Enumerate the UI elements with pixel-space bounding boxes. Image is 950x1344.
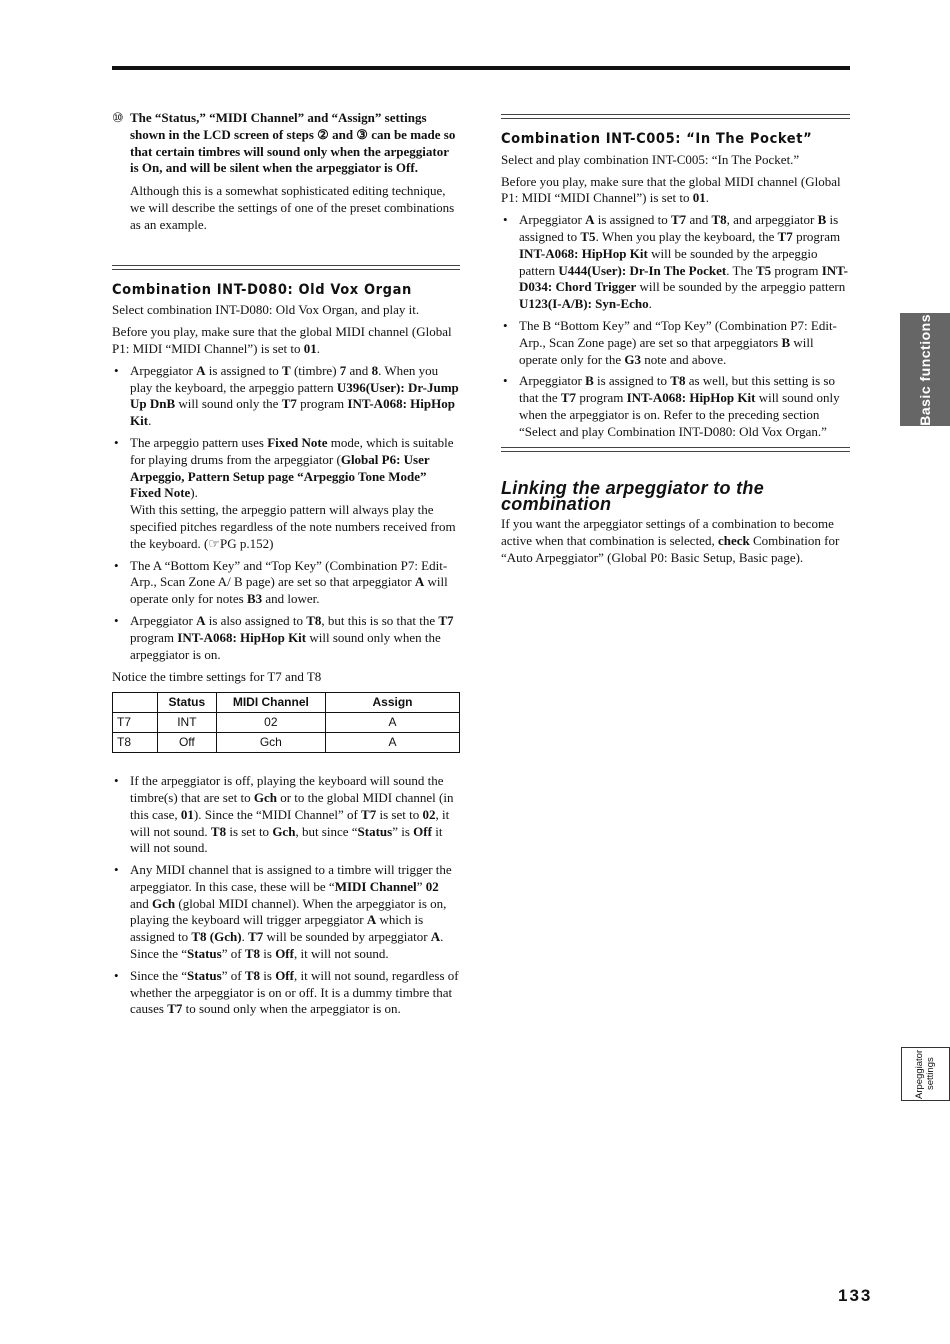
list-item: • The arpeggio pattern uses Fixed Note mode, which is suitable for playing drums from the arpeggiator (Global P6: User Arpeggio, Pattern Setup page “Arpeggio Tone Mode” Fixed Note). With this setting, the arpeggio pattern will always play the specified pitches regardless of the note numbers received from the keyboard. (☞PG p.152) <box>112 435 460 553</box>
bullet-list <box>501 212 850 440</box>
list-item: • The A “Bottom Key” and “Top Key” (Combination P7: Edit-Arp., Scan Zone A/ B page) are set so that arpeggiator A will operate only for notes B3 and lower. <box>112 558 460 608</box>
table-header: Assign <box>326 693 460 713</box>
section-title-d080: Combination INT-D080: Old Vox Organ <box>112 281 412 298</box>
arpeggiator-settings-tab[interactable] <box>901 1047 950 1101</box>
section-rule <box>112 265 460 270</box>
paragraph: Notice the timbre settings for T7 and T8 <box>112 669 322 685</box>
top-rule <box>112 66 850 70</box>
basic-functions-tab[interactable] <box>900 313 950 426</box>
page-number: 133 <box>838 1286 873 1305</box>
list-item: • Arpeggiator B is assigned to T8 as well, but this setting is so that the T7 program INT-A068: HipHop Kit will sound only when the arpeggiator is on. Refer to the preceding section “Select and play Combination INT-D080: Old Vox Organ.” <box>501 373 850 440</box>
list-item: • Arpeggiator A is also assigned to T8, but this is so that the T7 program INT-A068: HipHop Kit will sound only when the arpeggiator is on. <box>112 613 460 663</box>
section-title-c005: Combination INT-C005: “In The Pocket” <box>501 131 813 147</box>
paragraph: Select combination INT-D080: Old Vox Organ, and play it. <box>112 302 420 318</box>
step-10 <box>112 110 460 177</box>
table-header: MIDI Channel <box>216 693 325 713</box>
list-item: • Since the “Status” of T8 is Off, it will not sound, regardless of whether the arpeggiator is on or off. It is a dummy timbre that causes T7 to sound only when the arpeggiator is on. <box>112 968 460 1018</box>
list-item: • Arpeggiator A is assigned to T7 and T8, and arpeggiator B is assigned to T5. When you play the keyboard, the T7 program INT-A068: HipHop Kit will be sounded by the arpeggio pattern U444(User): Dr-In The Pocket. The T5 program INT-D034: Chord Trigger will be sounded by the arpeggio pattern U123(I-A/B): Syn-Echo. <box>501 212 850 313</box>
table-row: T7 INT 02 A <box>113 713 460 733</box>
paragraph: Select and play combination INT-C005: “In The Pocket.” <box>501 151 800 167</box>
step-number: ⑩ <box>112 110 124 125</box>
bullet-list <box>112 773 460 1018</box>
step-heading: The “Status,” “MIDI Channel” and “Assign” settings shown in the LCD screen of steps ② and ③ can be made so that certain timbres will sound only when the arpeggiator is On, and will be silent when the arpeggiator is Off. <box>130 110 456 176</box>
table-row: T8 Off Gch A <box>113 733 460 753</box>
step-body: Although this is a somewhat sophisticated editing technique, we will describe the settings of one of the preset combinations as an example. <box>130 183 455 232</box>
table-header-row <box>113 693 460 713</box>
small-tab-label: Arpeggiator settings <box>913 1049 936 1099</box>
paragraph: If you want the arpeggiator settings of a combination to become active when that combination is selected, check Combination for “Auto Arpeggiator” (Global P0: Basic Setup, Basic page). <box>501 516 840 565</box>
table-header: Status <box>158 693 217 713</box>
list-item: • Arpeggiator A is assigned to T (timbre) 7 and 8. When you play the keyboard, the arpeggio pattern U396(User): Dr-Jump Up DnB will sound only the T7 program INT-A068: HipHop Kit. <box>112 363 460 430</box>
table-header <box>113 693 158 713</box>
tab-label: Basic functions <box>917 313 933 426</box>
bullet-list <box>112 363 460 664</box>
right-column <box>501 114 850 572</box>
left-column <box>112 110 460 1024</box>
list-item: • Any MIDI channel that is assigned to a timbre will trigger the arpeggiator. In this case, these will be “MIDI Channel” 02 and Gch (global MIDI channel). When the arpeggiator is on, playing the keyboard will trigger arpeggiator A which is assigned to T8 (Gch). T7 will be sounded by arpeggiator A. Since the “Status” of T8 is Off, it will not sound. <box>112 862 460 963</box>
section-rule <box>501 114 850 119</box>
paragraph: Before you play, make sure that the global MIDI channel (Global P1: MIDI “MIDI Channel”) is set to 01. <box>501 173 841 206</box>
section-title-linking: Linking the arpeggiator to the combination <box>501 477 765 515</box>
list-item: • If the arpeggiator is off, playing the keyboard will sound the timbre(s) that are set to Gch or to the global MIDI channel (in this case, 01). Since the “MIDI Channel” of T7 is set to 02, it will not sound. T8 is set to Gch, but since “Status” is Off it will not sound. <box>112 773 460 857</box>
paragraph: Before you play, make sure that the global MIDI channel (Global P1: MIDI “MIDI Channel”) is set to 01. <box>112 324 452 356</box>
timbre-table <box>112 692 460 753</box>
list-item: • The B “Bottom Key” and “Top Key” (Combination P7: Edit-Arp., Scan Zone page) are set so that arpeggiators B will operate only for the G3 note and above. <box>501 318 850 368</box>
